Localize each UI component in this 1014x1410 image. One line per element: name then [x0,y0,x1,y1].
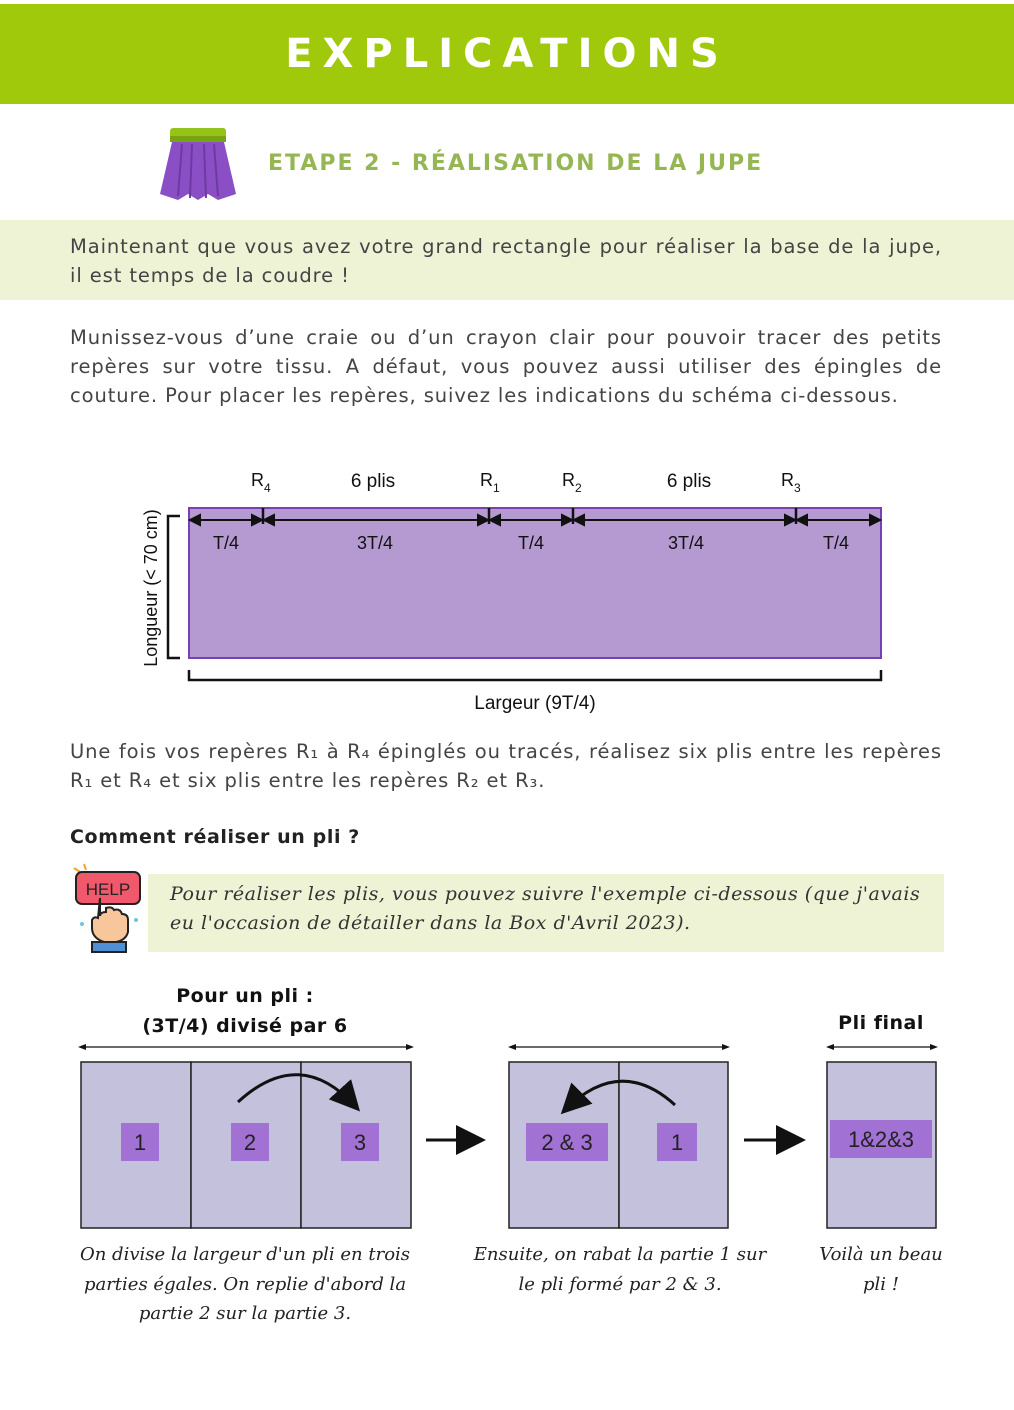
segment-label-4: 3T/4 [667,533,705,553]
segment-label-2: 3T/4 [356,533,394,553]
skirt-pattern-diagram [130,460,890,720]
fold-step1-title: Pour un pli : (3T/4) divisé par 6 [142,985,348,1037]
tip-text: Pour réaliser les plis, vous pouvez suivre l'exemple ci-dessous (que j'avais eu l'occasion de détailler dans la Box d'Avril 2023). [170,883,921,934]
step-title: ETAPE 2 - RÉALISATION DE LA JUPE [268,151,764,176]
step2-caption: Ensuite, on rabat la partie 1 sur le pli formé par 2 & 3. [473,1244,767,1295]
svg-text:HELP: HELP [85,880,131,899]
how-to-heading: Comment réaliser un pli ? [70,826,360,848]
pleat-label-2: 6 plis [666,471,712,492]
page-title: EXPLICATIONS [285,31,729,77]
skirt-icon [158,124,238,202]
step2-part23-label: 2 & 3 [541,1130,593,1155]
height-bracket [168,516,180,658]
step1-part3-label: 3 [353,1130,367,1155]
marker-r4: $R_4$ [251,470,271,495]
step3-final-label: 1&2&3 [847,1127,915,1152]
height-label: Longueur (< 70 cm) [141,509,161,667]
help-hand-icon [70,862,148,954]
segment-label-3: T/4 [517,533,545,553]
marker-r1: $R_1$ [480,470,500,495]
fold-step3-title: Pli final [838,1012,924,1034]
instructions-text: Munissez-vous d’une craie ou d’un crayon clair pour pouvoir tracer des petits repères sur votre tissu. A défaut, vous pouvez aussi utiliser des épingles de couture. Pour placer les repères, suivez les indications du schéma ci-dessous. [70,326,942,407]
marker-r2: $R_2$ [562,470,582,495]
marker-r3: $R_3$ [781,470,801,495]
after-markers-text: Une fois vos repères R₁ à R₄ épinglés ou tracés, réalisez six plis entre les repères R₁ et R₄ et six plis entre les repères R₂ et R₃. [70,740,942,792]
step2-part1-label: 1 [670,1130,684,1155]
step3-caption: Voilà un beau pli ! [819,1244,943,1295]
segment-label-5: T/4 [822,533,850,553]
step1-part1-label: 1 [133,1130,147,1155]
step1-part2-label: 2 [243,1130,257,1155]
step1-caption: On divise la largeur d'un pli en trois parties égales. On replie d'abord la partie 2 sur la partie 3. [79,1244,411,1324]
pleat-label-1: 6 plis [350,471,396,492]
fabric-rectangle [189,508,881,658]
width-label: Largeur (9T/4) [474,693,596,714]
intro-text: Maintenant que vous avez votre grand rectangle pour réaliser la base de la jupe, il est temps de la coudre ! [70,235,942,287]
width-bracket [189,670,881,680]
segment-label-1: T/4 [212,533,240,553]
